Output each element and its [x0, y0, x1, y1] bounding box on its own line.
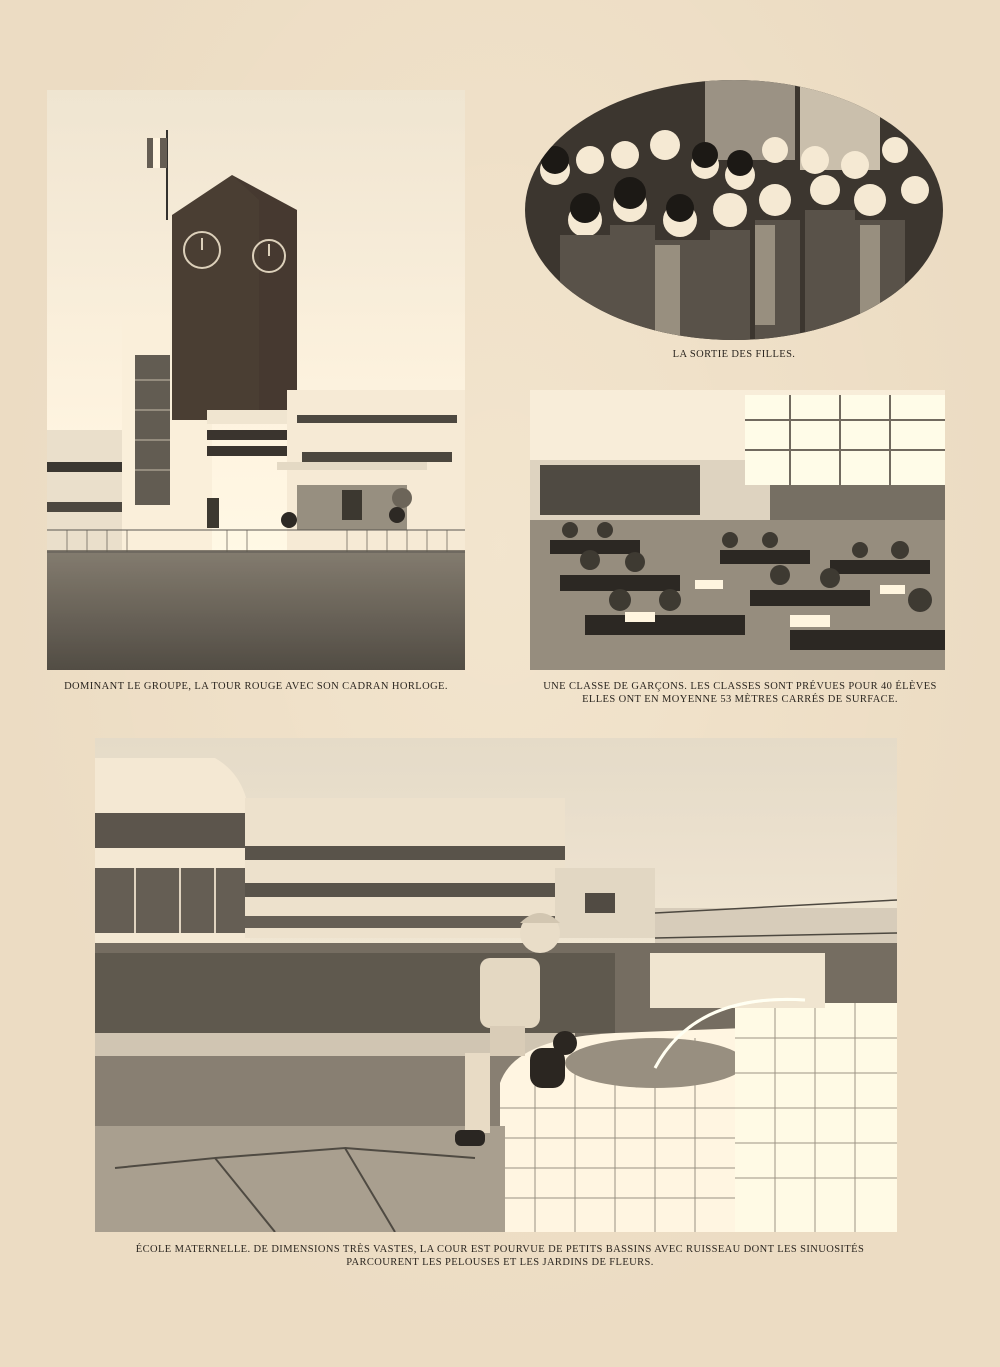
girls-oval-photo: [525, 80, 943, 340]
girls-caption: [525, 348, 943, 361]
tower-caption: [47, 680, 465, 693]
nursery-courtyard-photo: [95, 738, 897, 1232]
classroom-caption: [520, 680, 960, 706]
nursery-caption-line1: ÉCOLE MATERNELLE. DE DIMENSIONS TRÈS VASTES, LA COUR EST POURVUE DE PETITS BASSINS AVEC RUISSEAU DONT LES SINUOSITÉS: [135, 1244, 865, 1255]
classroom-photo: [530, 390, 945, 670]
classroom-caption-line2: ELLES ONT EN MOYENNE 53 MÈTRES CARRÉS DE SURFACE.: [582, 694, 898, 705]
tower-caption-text: DOMINANT LE GROUPE, LA TOUR ROUGE AVEC SON CADRAN HORLOGE.: [64, 681, 448, 692]
tower-photo: [47, 90, 465, 670]
nursery-caption: [60, 1243, 940, 1269]
nursery-caption-line2: PARCOURENT LES PELOUSES ET LES JARDINS DE FLEURS.: [346, 1257, 654, 1268]
classroom-caption-line1: UNE CLASSE DE GARÇONS. LES CLASSES SONT PRÉVUES POUR 40 ÉLÈVES: [543, 681, 937, 692]
girls-caption-text: LA SORTIE DES FILLES.: [672, 349, 796, 360]
